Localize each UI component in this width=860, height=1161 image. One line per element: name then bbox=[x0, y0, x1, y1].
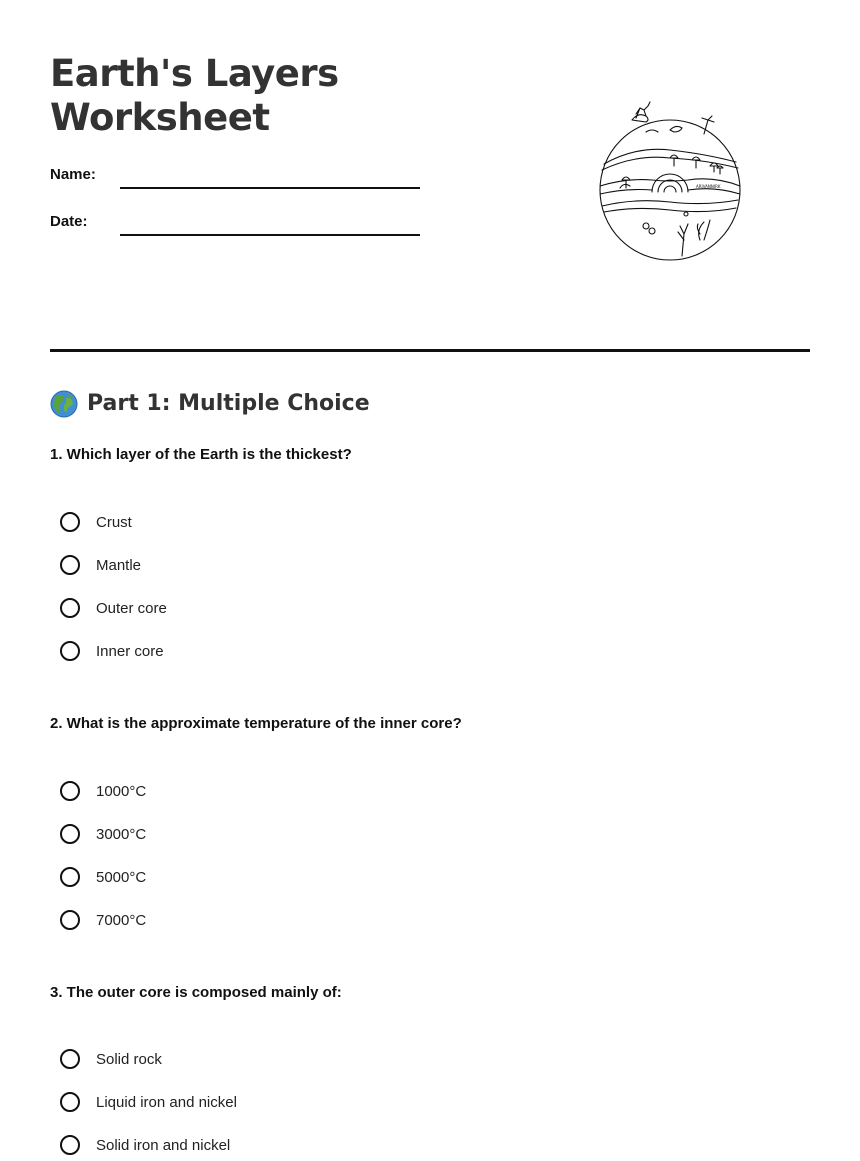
q3-option-solid-iron-nickel[interactable] bbox=[60, 1132, 230, 1158]
question-1: 1. Which layer of the Earth is the thickest? bbox=[50, 446, 352, 463]
radio-circle[interactable] bbox=[60, 781, 80, 801]
earth-layers-illustration bbox=[596, 94, 748, 264]
radio-circle[interactable] bbox=[60, 824, 80, 844]
option-label: Mantle bbox=[96, 556, 142, 574]
section-divider bbox=[50, 349, 810, 352]
q2-option-3000c[interactable] bbox=[60, 821, 146, 847]
section-title: Part 1: Multiple Choice bbox=[87, 391, 370, 416]
option-label: 1000°C bbox=[96, 782, 147, 800]
q1-option-crust[interactable] bbox=[60, 509, 132, 535]
section-heading bbox=[50, 389, 370, 419]
option-label: 3000°C bbox=[96, 825, 147, 843]
q2-option-7000c[interactable] bbox=[60, 907, 146, 933]
option-label: 7000°C bbox=[96, 911, 147, 929]
title-line-1: Earth's Layers bbox=[50, 52, 339, 95]
q2-option-1000c[interactable] bbox=[60, 778, 146, 804]
radio-circle[interactable] bbox=[60, 512, 80, 532]
question-3: 3. The outer core is composed mainly of: bbox=[50, 984, 342, 1001]
option-label: Solid rock bbox=[96, 1050, 162, 1068]
option-label: Liquid iron and nickel bbox=[96, 1093, 237, 1111]
radio-circle[interactable] bbox=[60, 910, 80, 930]
q1-option-mantle[interactable] bbox=[60, 552, 141, 578]
q3-option-solid-rock[interactable] bbox=[60, 1046, 162, 1072]
radio-circle[interactable] bbox=[60, 598, 80, 618]
name-label: Name: bbox=[50, 166, 96, 183]
q1-option-outer-core[interactable] bbox=[60, 595, 167, 621]
radio-circle[interactable] bbox=[60, 641, 80, 661]
title-line-2: Worksheet bbox=[50, 96, 270, 139]
q1-option-inner-core[interactable] bbox=[60, 638, 164, 664]
radio-circle[interactable] bbox=[60, 555, 80, 575]
option-label: Solid iron and nickel bbox=[96, 1136, 231, 1154]
q3-option-liquid-iron-nickel[interactable] bbox=[60, 1089, 237, 1115]
option-label: Inner core bbox=[96, 642, 164, 660]
radio-circle[interactable] bbox=[60, 867, 80, 887]
option-label: Crust bbox=[96, 513, 132, 531]
date-field[interactable] bbox=[120, 234, 420, 236]
question-2: 2. What is the approximate temperature of the inner core? bbox=[50, 715, 462, 732]
date-label: Date: bbox=[50, 213, 88, 230]
radio-circle[interactable] bbox=[60, 1092, 80, 1112]
radio-circle[interactable] bbox=[60, 1049, 80, 1069]
worksheet-title bbox=[50, 52, 339, 140]
globe-icon bbox=[50, 390, 78, 418]
name-field[interactable] bbox=[120, 187, 420, 189]
svg-text:ARIVANNIRK: ARIVANNIRK bbox=[696, 184, 721, 189]
option-label: 5000°C bbox=[96, 868, 147, 886]
q2-option-5000c[interactable] bbox=[60, 864, 146, 890]
radio-circle[interactable] bbox=[60, 1135, 80, 1155]
option-label: Outer core bbox=[96, 599, 167, 617]
